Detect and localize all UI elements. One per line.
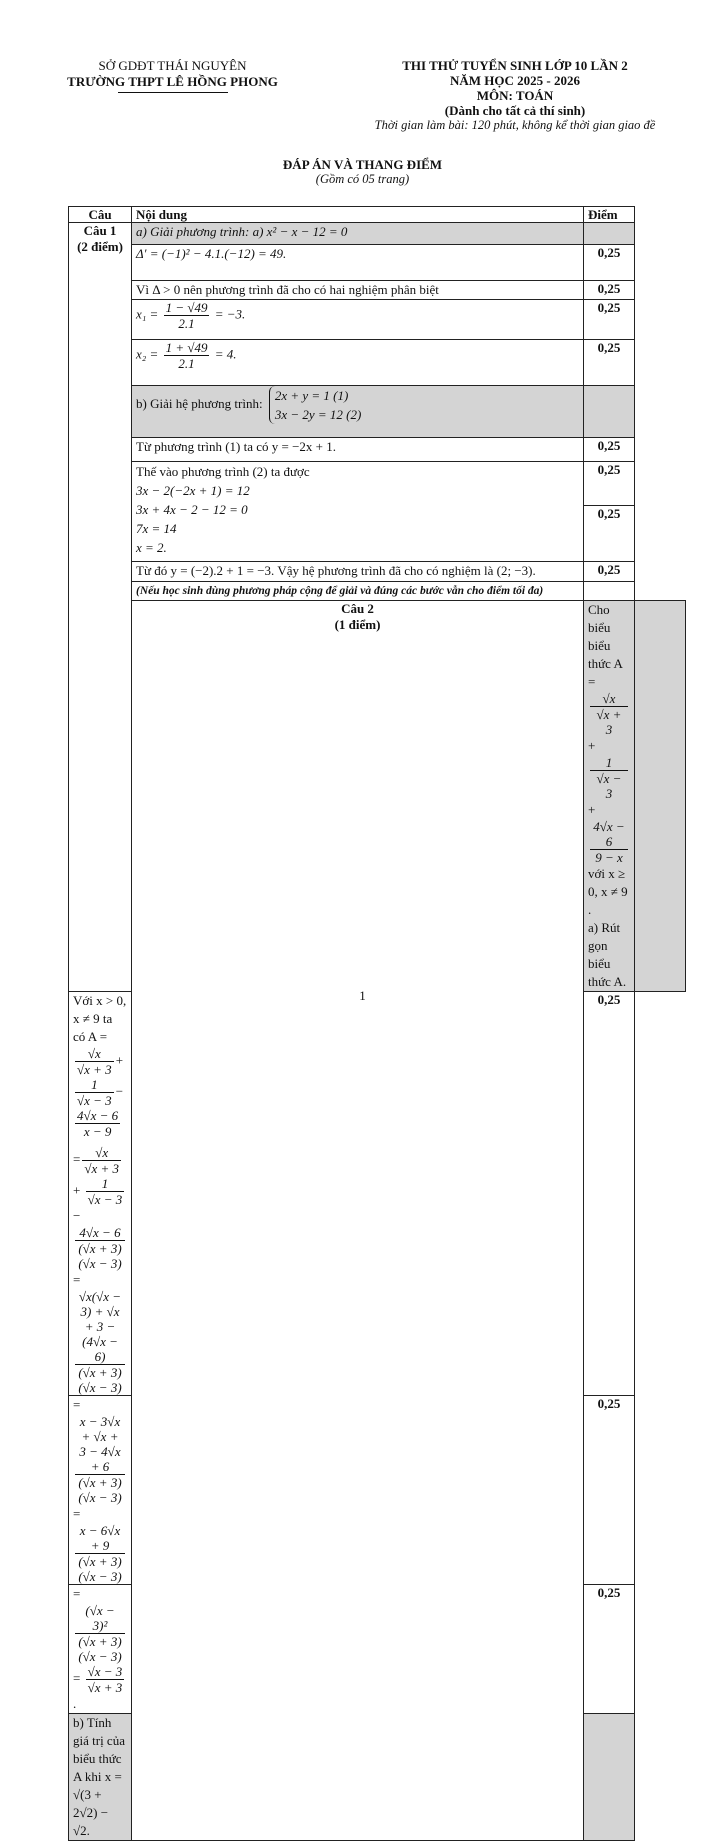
doc-title [0,157,725,187]
score-cell: 0,25 [584,1585,635,1714]
table-row [69,340,686,386]
score-cell: 0,25 [584,245,635,281]
q2a-title: a) Rút gọn biểu thức A. [588,920,627,989]
score-cell: 0,25 [584,281,635,300]
school-year: NĂM HỌC 2025 - 2026 [450,73,580,88]
q1-label: Câu 1 [83,223,117,238]
table-row [69,300,686,340]
school-name: TRƯỜNG THPT LÊ HỒNG PHONG [67,74,278,89]
q1-root-2: x₂ = $\frac{1 + √49}{2.1}$ = 4. [132,340,584,386]
q2-label: Câu 2 [341,601,374,616]
answer-key-title: ĐÁP ÁN VÀ THANG ĐIỂM [282,157,443,172]
table-row [69,438,686,462]
header-score: Điểm [584,207,635,223]
score-cell: 0,25 [584,300,635,340]
q1-step-2: Vì Δ > 0 nên phương trình đã cho có hai nghiệm phân biệt [132,281,584,300]
table-row [69,386,686,438]
q1-step-1: Δ′ = (−1)² − 4.1.(−12) = 49. [132,245,584,281]
table-row [69,281,686,300]
table-row [69,582,686,601]
page-number: 1 [359,988,366,1003]
q1-step-6: Thế vào phương trình (2) ta được 3x − 2(−2x + 1) = 12 3x + 4x − 2 − 12 = 0 7x = 14 x = 2. [132,462,584,562]
page-count-note: (Gồm có 05 trang) [315,172,410,186]
header-content: Nội dung [132,207,584,223]
header-divider [118,92,228,93]
score-cell: 0,25 [584,506,635,562]
table-row [69,601,686,992]
q2-label-cell [132,601,584,1841]
q1-root-1: x₁ = $\frac{1 - √49}{2.1}$ = −3. [132,300,584,340]
q1-label-cell [69,223,132,992]
q1-points: (2 điểm) [77,239,123,254]
audience: (Dành cho tất cả thí sinh) [444,103,586,118]
q2-step-2: = $\frac{x - 3√x + √x + 3 - 4√x + 6}{(√x + 3)(√x - 3)}$ = $\frac{x - 6√x + 9}{(√x + 3)(√x - 3)}$ [69,1396,132,1585]
table-row [69,223,686,245]
q1-step-5: Từ phương trình (1) ta có y = −2x + 1. [132,438,584,462]
score-cell: 0,25 [584,562,635,582]
fraction: $\frac{1 - √49}{2.1}$ [165,300,208,331]
school-header [40,58,305,93]
department-name: SỞ GDĐT THÁI NGUYÊN [98,58,247,73]
exam-title: THI THỬ TUYỂN SINH LỚP 10 LẦN 2 [402,58,628,73]
score-cell: 0,25 [584,1396,635,1585]
score-cell: 0,25 [584,462,635,506]
q2b-title: b) Tính giá trị của biểu thức A khi x = √(3 + 2√2) − √2. [69,1714,132,1841]
score-cell: 0,25 [584,992,635,1396]
table-row [69,245,686,281]
fraction: $\frac{1 + √49}{2.1}$ [165,340,208,371]
table-row [69,562,686,582]
score-cell: 0,25 [584,340,635,386]
table-header-row [69,207,686,223]
q2-points: (1 điểm) [334,617,381,632]
exam-header [330,58,700,133]
header-cau: Câu [69,207,132,223]
equation-system: 2x + y = 1 (1) 3x − 2y = 12 (2) [269,386,362,424]
q2-step-3: = $\frac{\text{(√x − 3)²}}{(√x + 3)(√x - 3)}$ = $\frac{√x - 3}{√x + 3}$ . [69,1585,132,1714]
q1-step-7: Từ đó y = (−2).2 + 1 = −3. Vậy hệ phương trình đã cho có nghiệm là (2; −3). [132,562,584,582]
q1a-title: a) Giải phương trình: a) x² − x − 12 = 0 [132,223,584,245]
q1b-title: b) Giải hệ phương trình: 2x + y = 1 (1) 3x − 2y = 12 (2) [132,386,584,438]
q1-note: (Nếu học sinh dùng phương pháp cộng để giải và đúng các bước vẫn cho điểm tối đa) [132,582,584,601]
score-cell: 0,25 [584,438,635,462]
q2-step-1: Với x > 0, x ≠ 9 ta có A = $\frac{√x}{√x + 3}$ + $\frac{1}{√x - 3}$ − $\frac{4√x - 6}{x - 9}$ = $\frac{√x}{√x + 3}$ + $\frac{1}{√x - 3}$ − $\frac{4√x - 6}{(√x + 3)(√x - 3)}$ = $\frac{√x(√x - 3) + √x + 3 - (4√x - 6)}{(√x + 3)(√x - 3)}$ [69,992,132,1396]
subject: MÔN: TOÁN [476,88,554,103]
q2-intro: Cho biểu biểu thức A = $\frac{√x}{√x + 3}$ + $\frac{1}{√x - 3}$ + $\frac{4√x - 6}{9 - x}$ với x ≥ 0, x ≠ 9 . a) Rút gọn biểu thức A. [584,601,635,992]
table-row [69,462,686,506]
time-note: Thời gian làm bài: 120 phút, không kể thời gian giao đề [374,118,656,132]
